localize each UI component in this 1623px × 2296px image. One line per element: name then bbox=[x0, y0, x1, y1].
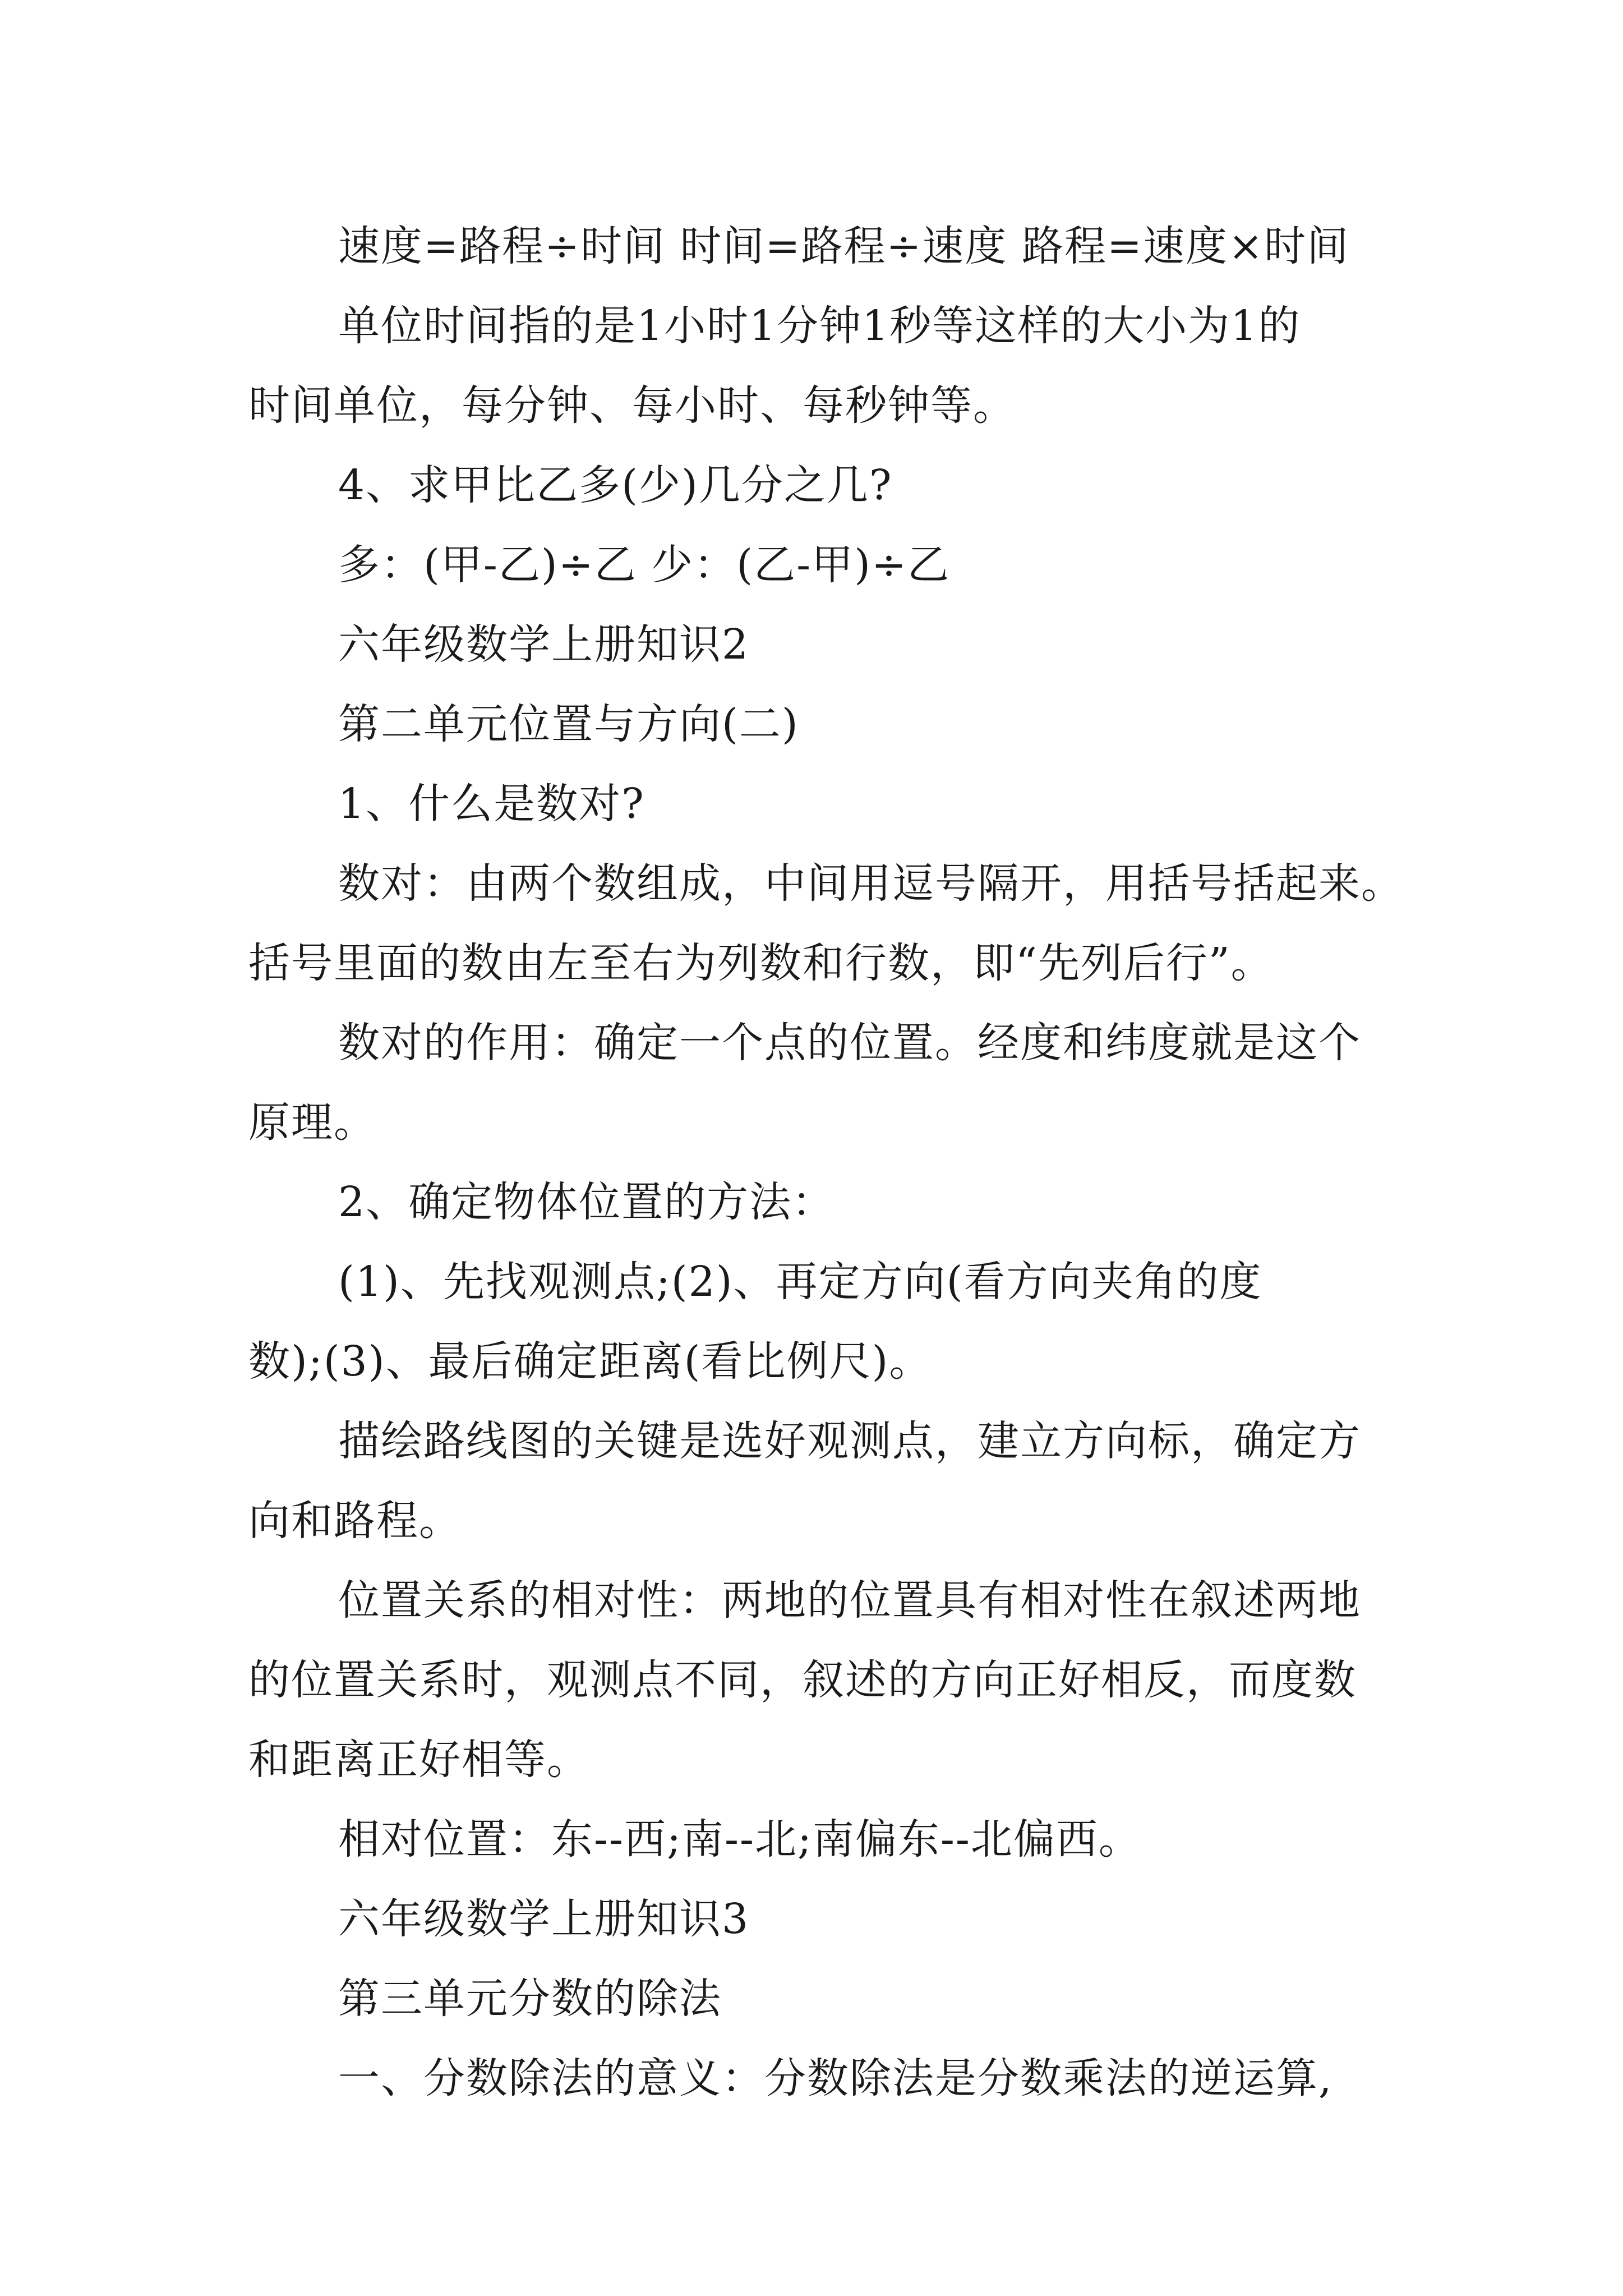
text-line: 位置关系的相对性：两地的位置具有相对性在叙述两地 bbox=[338, 1576, 1361, 1625]
document-body bbox=[248, 206, 1404, 2118]
text-line: 多：(甲-乙)÷乙 少：(乙-甲)÷乙 bbox=[338, 541, 951, 589]
text-line: 向和路程。 bbox=[248, 1497, 462, 1545]
text-line: 描绘路线图的关键是选好观测点，建立方向标，确定方 bbox=[338, 1417, 1361, 1465]
text-line: 的位置关系时，观测点不同，叙述的方向正好相反，而度数 bbox=[248, 1656, 1357, 1704]
text-line: 数);(3)、最后确定距离(看比例尺)。 bbox=[248, 1337, 932, 1386]
text-line: 相对位置：东--西;南--北;南偏东--北偏西。 bbox=[338, 1815, 1141, 1864]
text-line: (1)、先找观测点;(2)、再定方向(看方向夹角的度 bbox=[338, 1258, 1262, 1306]
section-heading: 六年级数学上册知识2 bbox=[338, 620, 750, 669]
text-line: 2、确定物体位置的方法： bbox=[338, 1178, 835, 1226]
text-line: 数对：由两个数组成，中间用逗号隔开，用括号括起来。 bbox=[338, 859, 1404, 908]
text-line: 原理。 bbox=[248, 1098, 376, 1147]
text-line: 速度=路程÷时间 时间=路程÷速度 路程=速度×时间 bbox=[338, 222, 1350, 270]
text-line: 数对的作用：确定一个点的位置。经度和纬度就是这个 bbox=[338, 1019, 1361, 1067]
section-heading: 六年级数学上册知识3 bbox=[338, 1895, 750, 1943]
unit-heading: 第三单元分数的除法 bbox=[338, 1975, 722, 2023]
text-line: 一、分数除法的意义：分数除法是分数乘法的逆运算, bbox=[338, 2054, 1333, 2102]
text-line: 时间单位，每分钟、每小时、每秒钟等。 bbox=[248, 381, 1016, 430]
unit-heading: 第二单元位置与方向(二) bbox=[338, 700, 799, 748]
text-line: 括号里面的数由左至右为列数和行数，即“先列后行”。 bbox=[248, 939, 1274, 987]
text-line: 单位时间指的是1小时1分钟1秒等这样的大小为1的 bbox=[338, 302, 1301, 350]
text-line: 1、什么是数对? bbox=[338, 780, 645, 828]
text-line: 4、求甲比乙多(少)几分之几? bbox=[338, 461, 893, 509]
text-line: 和距离正好相等。 bbox=[248, 1736, 589, 1784]
